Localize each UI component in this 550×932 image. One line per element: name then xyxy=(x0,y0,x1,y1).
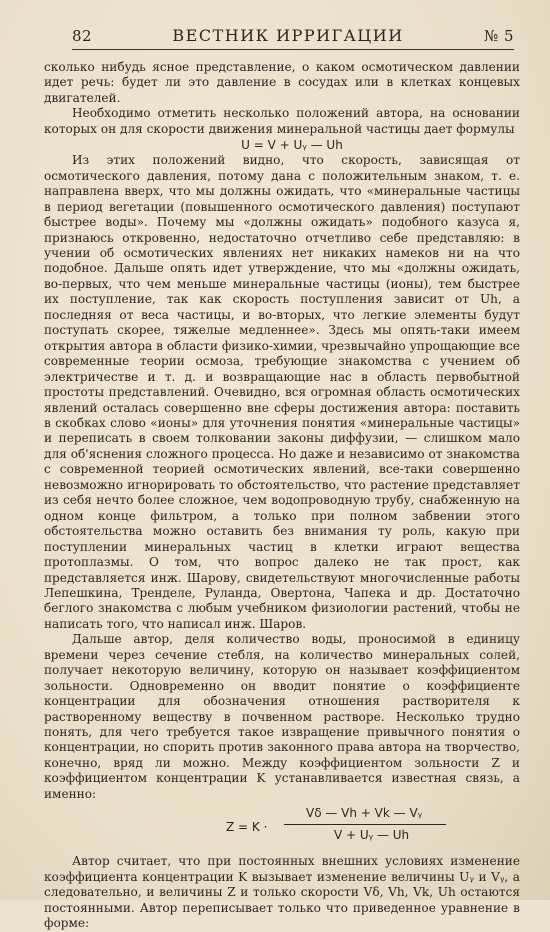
issue-number: № 5 xyxy=(483,27,514,45)
formula-denominator: V + Uᵧ — Uh xyxy=(334,828,410,843)
formula-numerator: Vδ — Vh + Vk — Vᵧ xyxy=(306,806,423,821)
velocity-formula: U = V + Uᵧ — Uh xyxy=(241,138,343,153)
article-body xyxy=(44,60,520,932)
fraction-bar xyxy=(284,824,446,825)
paragraph-ash-coefficient: Дальше автор, деля количество воды, проносимой в единицу времени через сечение стебля, на количество минеральных солей, получает некоторую величину, которую он называет коэффициентом зольности. Одновременно он вводит понятие о коэффициенте концентрации для обозначения отношения растворителя к растворенному веществу в почвенном растворе. Несколько трудно понять, для чего требуется такое извращение привычного понятия о концентрации, но спорить против законного права автора на творчество, конечно, вряд ли можно. Между коэффициентом зольности Z и коэффициентом концентрации K устанавливается известная связь, а именно: xyxy=(44,632,520,801)
running-header xyxy=(72,26,514,50)
paragraph-author-positions: Необходимо отметить несколько положений автора, на основании которых он для скорости движения минеральной частицы дает формулы xyxy=(44,106,520,136)
page-number: 82 xyxy=(72,27,93,45)
ash-concentration-formula xyxy=(44,802,520,854)
paragraph-constant-conditions: Автор считает, что при постоянных внешних условиях изменение коэффициента концентрации K вызывает изменение величины Uᵧ и Vᵧ, а следовательно, и величины Z и только скорости Vδ, Vh, Vk, Uh остаются постоянными. Автор переписывает только что приведенное уравнение в форме: xyxy=(44,854,520,931)
paragraph-osmotic-critique: Из этих положений видно, что скорость, зависящая от осмотического давления, потому дана с положительным знаком, т. е. направлена вверх, что мы должны ожидать, что «минеральные частицы в период вегетации (повышенного осмотического давления) поступают быстрее воды». Почему мы «должны ожидать» подобного казуса я, признаюсь откровенно, недостаточно отчетливо себе представляю: в учении об осмотических явлениях нет никаких намеков ни на что подобное. Дальше опять идет утверждение, что мы «должны ожидать, во-первых, что чем меньше минеральные частицы (ионы), тем быстрее их поступление, так как скорость поступления зависит от Uh, а последняя от веса частицы, и во-вторых, что легкие элементы будут поступать скорее, тяжелые медленнее». Здесь мы опять-таки имеем открытия автора в области физико-химии, чрезвычайно упрощающие все современные теории осмоза, требующие знакомства с учением об электричестве и т. д. и возвращающие нас в область первобытной простоты представлений. Очевидно, вся огромная область осмотических явлений осталась совершенно вне сферы достижения автора: поставить в скобках слово «ионы» для уточнения понятия «минеральные частицы» и переписать в своем толковании законы диффузии, — слишком мало для об'яснения сложного процесса. Но даже и независимо от знакомства с современной теорией осмотических явлений, все-таки совершенно невозможно игнорировать то обстоятельство, что растение представляет из себя нечто более сложное, чем водопроводную трубу, снабженную на одном конце фильтром, а только при полном забвении этого обстоятельства можно оставить без внимания ту роль, какую при поступлении минеральных частиц в клетки играют вещества протоплазмы. О том, что вопрос далеко не так прост, как представляется инж. Шарову, свидетельствуют многочисленные работы Лепешкина, Тренделе, Руланда, Овертона, Чапека и др. Достаточно беглого знакомства с любым учебником физиологии растений, чтобы не написать того, что написал инж. Шаров. xyxy=(44,153,520,631)
formula-lhs: Z = K · xyxy=(226,820,268,835)
journal-title: ВЕСТНИК ИРРИГАЦИИ xyxy=(172,26,404,45)
paragraph-continuation: сколько нибудь ясное представление, о каком осмотическом давлении идет речь: будет ли это давление в сосудах или в клетках концевых двигателей. xyxy=(44,60,520,105)
